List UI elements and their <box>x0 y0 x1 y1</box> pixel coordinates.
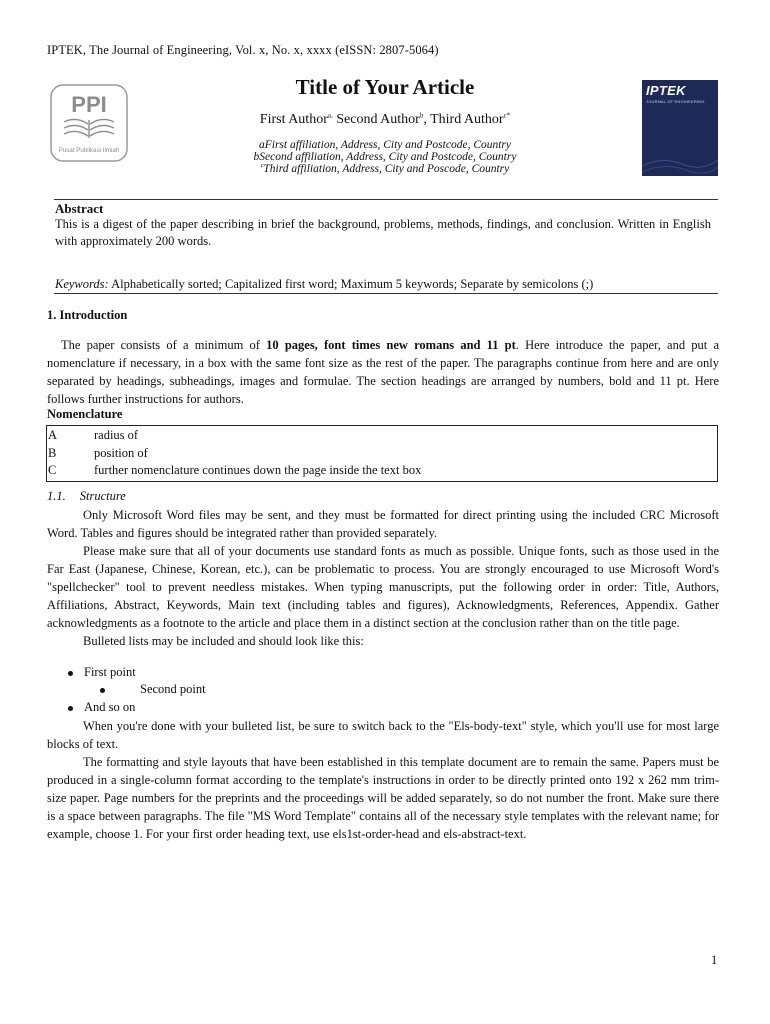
introduction-paragraph <box>47 336 719 408</box>
keywords <box>55 277 593 292</box>
author-sup: b <box>419 111 424 120</box>
author-list: First Author$^{a,}$ Second Author$^b$, Third Author$^{c*}$ <box>259 111 511 127</box>
author-sup: a, <box>327 111 333 120</box>
page-number: 1 <box>711 953 718 967</box>
intro-bold: 10 pages, font times new romans and 11 pt <box>266 338 516 352</box>
author-name: First Author <box>259 112 328 127</box>
affiliation <box>0 151 770 163</box>
running-head: IPTEK, The Journal of Engineering, Vol. x, No. x, xxxx (eISSN: 2807-5064) <box>47 43 439 57</box>
affiliation <box>0 163 770 175</box>
structure-paragraph: When you're done with your bulleted list, be sure to switch back to the "Els-body-text" style, which you'll use for most large blocks of text. <box>47 719 719 751</box>
subsection-title: Structure <box>79 489 126 503</box>
keywords-label: Keywords: <box>55 277 109 291</box>
structure-paragraph: Only Microsoft Word files may be sent, and they must be formatted for direct printing using the included CRC Microsoft Word. Tables and figures should be integrated rather than provided separately. <box>47 508 719 540</box>
structure-paragraphs-continued <box>47 717 719 843</box>
bullet-dot-icon <box>68 671 73 676</box>
author-sup: c* <box>503 111 511 120</box>
bullet-dot-icon <box>68 706 73 711</box>
author-name: Second Author <box>336 112 420 127</box>
keywords-text: Alphabetically sorted; Capitalized first word; Maximum 5 keywords; Separate by semicolons (;) <box>108 277 594 291</box>
cover-tagline: JOURNAL OF ENGINEERING <box>646 99 705 104</box>
list-item: And so on <box>84 700 136 714</box>
affiliation-sup: c <box>260 163 264 170</box>
intro-text: . Here introduce the paper, and put a nomenclature if necessary, in a box with the same font size as the rest of the paper. The paragraphs continue from here and are only separated by headings, subheadings, images and formulae. The section headings are arranged by numbers, bold and 11 pt. Here follows further instructions for authors. <box>47 338 719 406</box>
nomenclature-box <box>46 425 718 482</box>
abstract-bottom-rule <box>54 293 718 294</box>
affiliation <box>0 139 770 151</box>
section-heading-introduction: 1. Introduction <box>47 308 128 322</box>
intro-text: The paper consists of a minimum of <box>61 338 267 352</box>
logo-caption: Pusat Publikasi Ilmiah <box>58 147 120 154</box>
article-title: Title of Your Article <box>295 75 475 99</box>
list-item: Second point <box>140 682 206 696</box>
nomenclature-heading: Nomenclature <box>47 407 123 421</box>
author-name: Third Author <box>430 112 504 127</box>
affiliation-text: aFirst affiliation, Address, City and Postcode, Country <box>258 139 512 151</box>
abstract-heading: Abstract <box>55 201 104 216</box>
logo-text: PPI <box>71 92 107 117</box>
affiliation-text: bSecond affiliation, Address, City and Postcode, Country <box>253 151 517 163</box>
abstract-top-rule <box>54 199 718 200</box>
subsection-heading-structure <box>47 489 126 504</box>
list-item: First point <box>84 665 136 679</box>
nomenclature-definition: position of <box>94 446 148 460</box>
structure-paragraph: Bulleted lists may be included and should look like this: <box>83 634 364 648</box>
nomenclature-symbol: B <box>48 446 57 460</box>
cover-brand: IPTEK <box>646 83 686 98</box>
structure-paragraph: Please make sure that all of your documents use standard fonts as much as possible. Unique fonts, such as those used in the Far East (Japanese, Chinese, Korean, etc.), can be problematic to process. You are strongly encouraged to use Microsoft Word's "spellchecker" tool to prevent needless mistakes. When typing manuscripts, put the following order in order: Title, Authors, Affiliations, Abstract, Keywords, Main text (including tables and figures), Acknowledgments, References, Appendix. Gather acknowledgments as a footnote to the article and place them in a distinct section at the conclusion rather than on the title page. <box>47 544 719 630</box>
abstract-text: This is a digest of the paper describing in brief the background, problems, methods, findings, and conclusion. Written in English with approximately 200 words. <box>55 217 711 248</box>
subsection-number: 1.1. <box>47 489 66 503</box>
affiliation-text: Third affiliation, Address, City and Poscode, Country <box>263 163 510 175</box>
nomenclature-symbol: A <box>48 428 58 442</box>
nomenclature-symbol: C <box>48 463 57 477</box>
nomenclature-definition: radius of <box>94 428 139 442</box>
structure-paragraph: The formatting and style layouts that have been established in this template document are to remain the same. Papers must be produced in a single-column format according to the template's instructions in order to be directly printed onto 192 x 262 mm trim-size paper. Page numbers for the preprints and the proceedings will be added separately, so do not number the front. Make sure there is a space between paragraphs. The file "MS Word Template" contains all of the necessary style templates with the relevant name; for example, choose 1. For your first order heading text, use els1st-order-head and els-abstract-text. <box>47 755 719 841</box>
bullet-dot-icon <box>100 688 105 693</box>
structure-paragraphs <box>47 506 719 650</box>
nomenclature-definition: further nomenclature continues down the page inside the text box <box>94 463 422 477</box>
